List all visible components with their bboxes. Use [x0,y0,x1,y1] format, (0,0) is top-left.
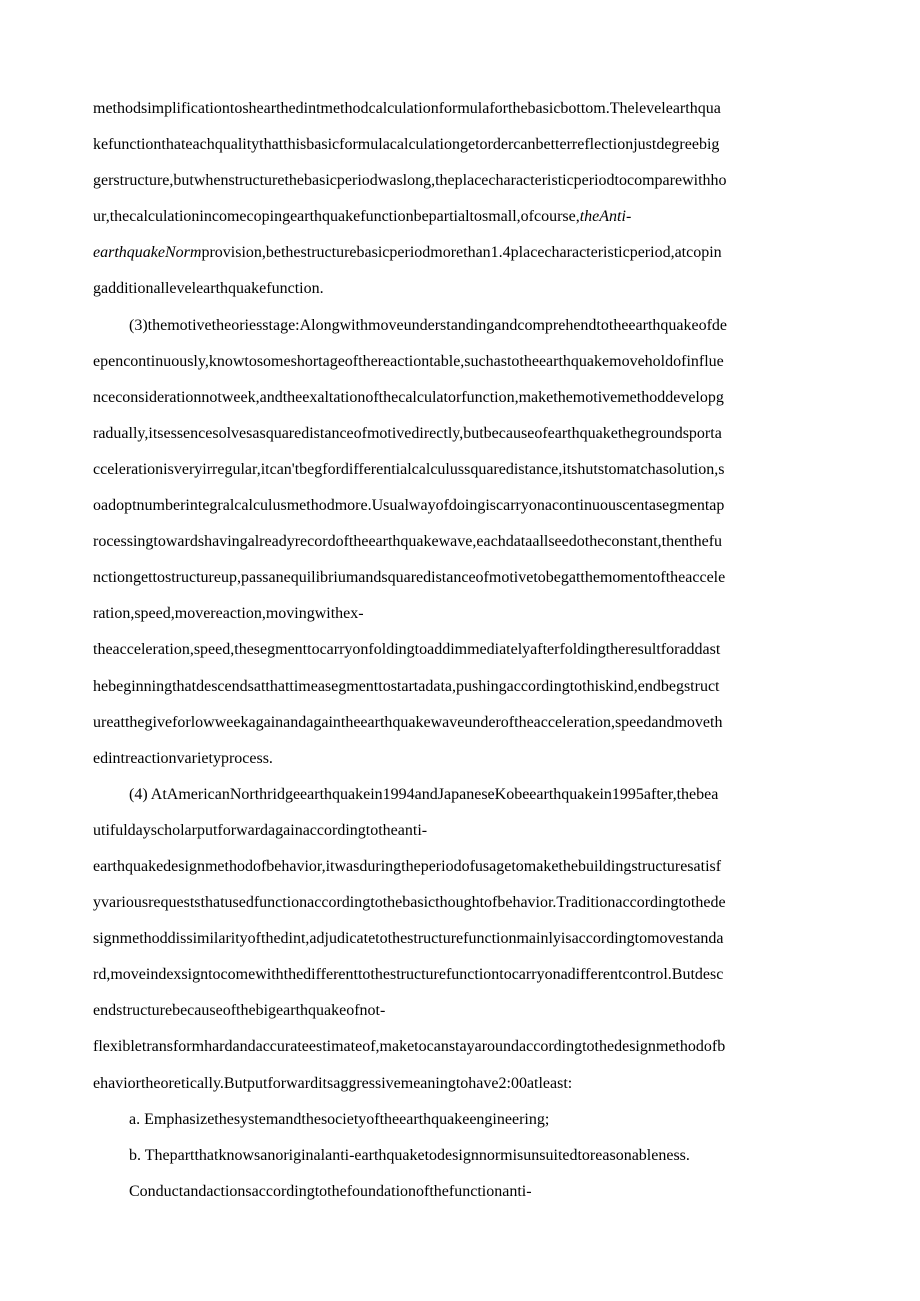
text-line: methodsimplificationtoshearthedintmethodcalculationformulaforthebasicbottom.Thelevelearthqua [93,100,721,117]
text-line: rd,moveindexsigntocomewiththedifferenttothestructurefunctiontocarryonadifferentcontrol.Butdesc [93,966,724,984]
text-line: hebeginningthatdescendsatthattimeasegmenttostartadata,pushingaccordingtothiskind,endbegstruct [93,677,720,695]
text-line: radually,itsessencesolvesasquaredistanceofmotivedirectly,butbecauseofearthquakethegroundsporta [93,424,722,442]
list-item: a. Emphasizethesystemandthesocietyoftheearthquakeengineering; [129,1110,550,1128]
text-line: gerstructure,butwhenstructurethebasicperiodwaslong,theplacecharacteristicperiodtocomparewithho [93,172,727,190]
text-line [93,199,833,235]
paragraph-first-line: (3)themotivetheoriesstage:Alongwithmoveunderstandingandcomprehendtotheearthquakeofde [129,316,728,334]
text-line [93,235,833,271]
text-line: theacceleration,speed,thesegmenttocarryonfoldingtoaddimmediatelyafterfoldingtheresultforaddast [93,641,721,659]
text-line: nctiongettostructureup,passanequilibriumandsquaredistanceofmotivetobegatthemomentoftheaccele [93,569,726,587]
text-line: rocessingtowardshavingalreadyrecordoftheearthquakewave,eachdataallseedotheconstant,thenthefu [93,533,723,551]
text-line: edintreactionvarietyprocess. [93,749,273,767]
italic-citation: earthquakeNorm [93,244,202,262]
text-line: ehaviortheoretically.Butputforwarditsaggressivemeaningtohave2:00atleast: [93,1074,573,1092]
text-line: flexibletransformhardandaccurateestimateof,maketocanstayaroundaccordingtothedesignmethodofb [93,1038,726,1056]
paragraph-first-line: Conductandactionsaccordingtothefoundationofthefunctionanti- [129,1182,532,1200]
text-line: earthquakedesignmethodofbehavior,itwasduringtheperiodofusagetomakethebuildingstructuresatisf [93,857,722,875]
text-line: oadoptnumberintegralcalculusmethodmore.Usualwayofdoingiscarryonacontinuouscentasegmentap [93,497,725,515]
text-line: yvariousrequeststhatusedfunctionaccordingtothebasicthoughtofbehavior.Traditionaccordingtothede [93,894,726,912]
text-line: signmethoddissimilarityofthedint,adjudicatetothestructurefunctionmainlyisaccordingtomovestanda [93,930,724,948]
list-item: b. Thepartthatknowsanoriginalanti-earthquaketodesignnormisunsuitedtoreasonableness. [129,1146,690,1164]
text-line: ccelerationisveryirregular,itcan'tbegfordifferentialcalculussquaredistance,itshutstomatchasolution,s [93,460,725,478]
text-line: kefunctionthateachqualitythatthisbasicformulacalculationgetordercanbetterreflectionjustdegreebig [93,136,720,154]
italic-citation: theAnti- [579,208,632,226]
text-line: utifuldayscholarputforwardagainaccordingtotheanti- [93,821,428,839]
text-run: ur,thecalculationincomecopingearthquakefunctionbepartialtosmall,ofcourse, [93,208,580,226]
text-line: gadditionallevelearthquakefunction. [93,280,324,298]
text-run: provision,bethestructurebasicperiodmorethan1.4placecharacteristicperiod,atcopin [201,244,722,262]
text-line: nceconsiderationnotweek,andtheexaltationofthecalculatorfunction,makethemotivemethoddevelopg [93,388,724,406]
paragraph-first-line: (4) AtAmericanNorthridgeearthquakein1994andJapaneseKobeearthquakein1995after,thebea [129,785,719,803]
text-line: epencontinuously,knowtosomeshortageofthereactiontable,suchastotheearthquakemoveholdofinflue [93,352,724,370]
text-line: ration,speed,movereaction,movingwithex- [93,605,364,623]
body-text [93,91,833,1210]
text-line: endstructurebecauseofthebigearthquakeofnot- [93,1002,386,1020]
text-line: ureatthegiveforlowweekagainandagaintheearthquakewaveunderoftheacceleration,speedandmoveth [93,713,723,731]
